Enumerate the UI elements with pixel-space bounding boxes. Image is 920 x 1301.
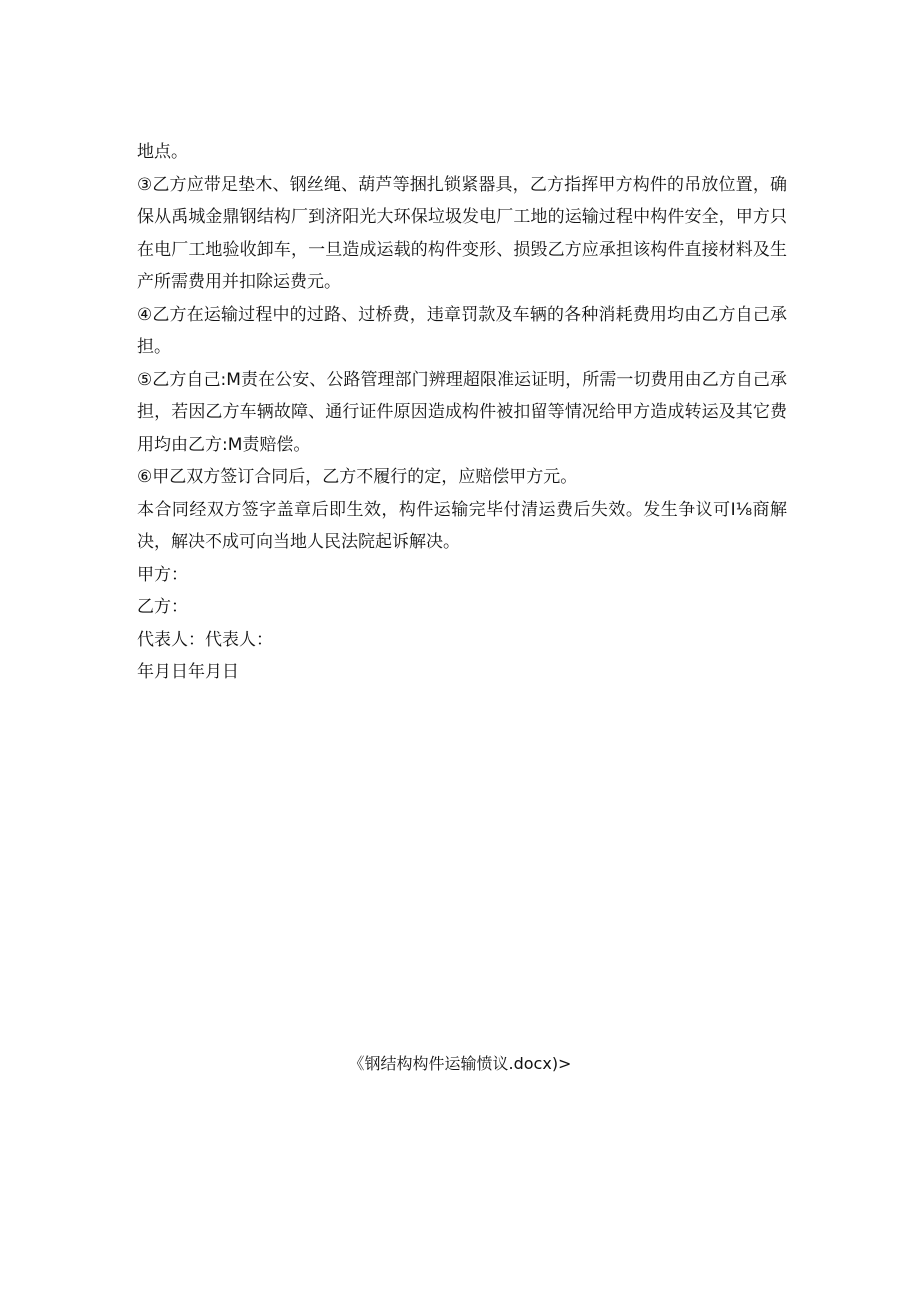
paragraph-location: 地点。: [137, 142, 188, 162]
date-labels: 年月日年月日: [137, 662, 239, 682]
paragraph-clause-6: ⑥甲乙双方签订合同后，乙方不履行的定，应赔偿甲方元。: [137, 467, 578, 487]
party-a-label: 甲方：: [137, 564, 188, 585]
party-b-label: 乙方：: [137, 597, 188, 617]
representative-labels: 代表人：代表人：: [137, 629, 273, 650]
paragraph-clause-5: ⑤乙方自己:M责在公安、公路管理部门辨理超限准运证明，所需一切费用由乙方自己承担，若因乙方车辆故障、通行证件原因造成构件被扣留等情况给甲方造成转运及其它费用均由乙方:M责赔偿。: [137, 369, 787, 455]
paragraph-clause-3: ③乙方应带足垫木、钢丝绳、葫芦等捆扎锁紧器具，乙方指挥甲方构件的吊放位置，确保从禹城金鼎钢结构厂到济阳光大环保垃圾发电厂工地的运输过程中构件安全，甲方只在电厂工地验收卸车，一旦造成运载的构件变形、损毁乙方应承担该构件直接材料及生产所需费用并扣除运费元。: [137, 174, 787, 292]
paragraph-effective-terms: 本合同经双方签字盖章后即生效，构件运输完毕付清运费后失效。发生争议可I⅛商解决，解决不成可向当地人民法院起诉解决。: [137, 499, 787, 552]
document-body: [137, 136, 787, 689]
document-filename: 《钢结构构件运输愤议.docx)>: [348, 1054, 572, 1073]
paragraph-clause-4: ④乙方在运输过程中的过路、过桥费，违章罚款及车辆的各种消耗费用均由乙方自己承担。: [137, 304, 787, 357]
